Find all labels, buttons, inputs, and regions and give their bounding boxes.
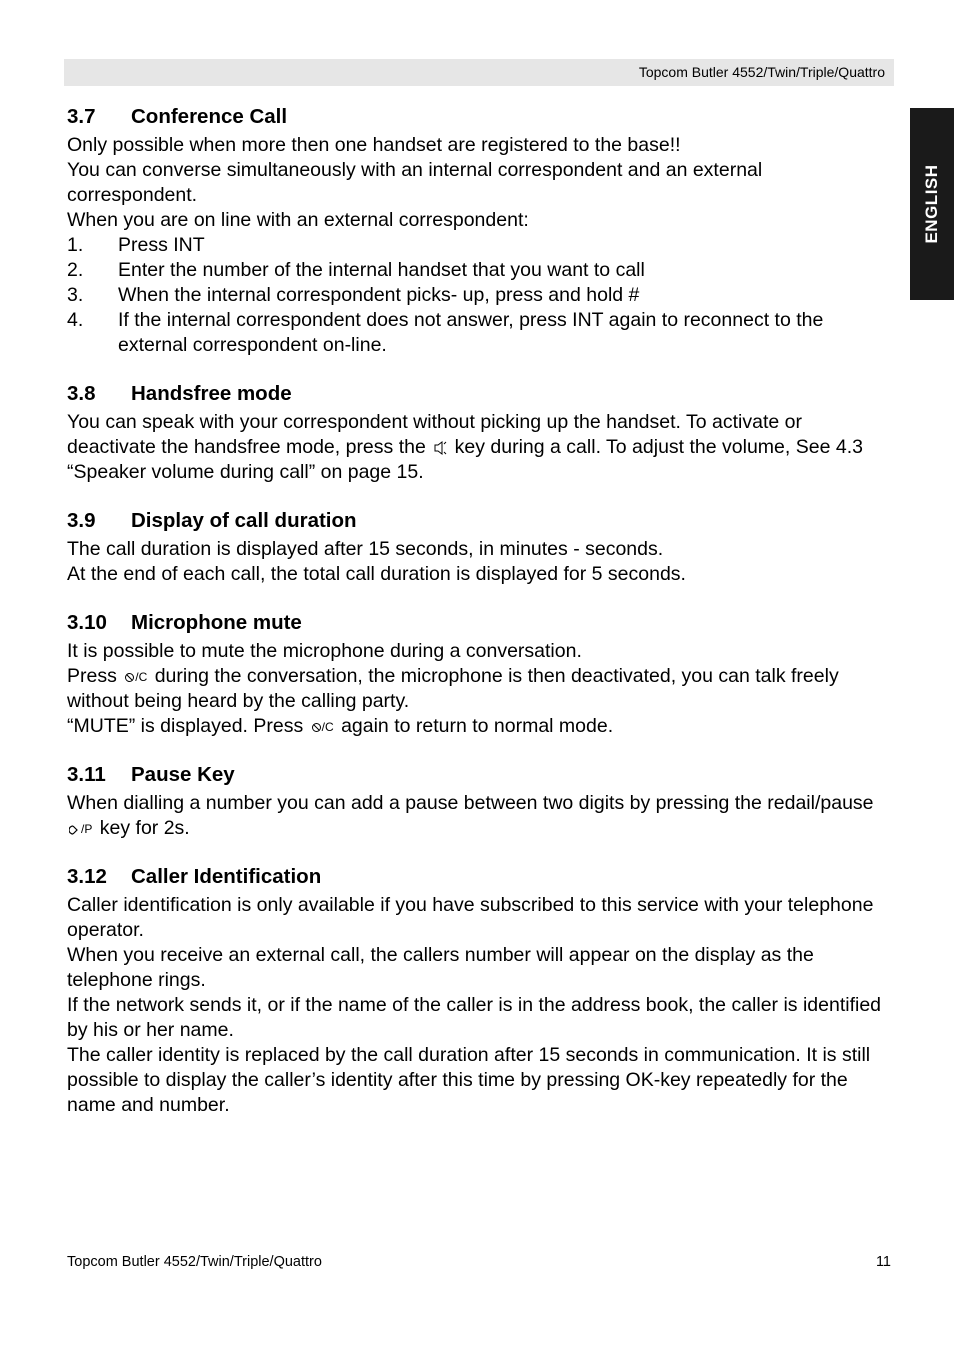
page-number: 11 (875, 1254, 891, 1270)
section-heading (67, 863, 891, 891)
paragraph: Only possible when more then one handset are registered to the base!! (67, 134, 681, 156)
section-number: 3.11 (67, 763, 106, 786)
paragraph: The caller identity is replaced by the call duration after 15 seconds in communication. It is still possible to display the caller’s identity after this time by pressing OK-key repeatedly for the name and number. (67, 1044, 871, 1116)
section-heading (67, 761, 891, 789)
paragraph-text: key for 2s. (99, 817, 190, 839)
step-text: If the internal correspondent does not answer, press INT again to reconnect to the external correspondent on-line. (118, 309, 824, 356)
section-number: 3.12 (67, 865, 107, 888)
step-text: Press INT (118, 234, 205, 256)
paragraph: When you receive an external call, the callers number will appear on the display as the telephone rings. (67, 944, 814, 991)
paragraph-text: Press (67, 665, 117, 687)
paragraph: Caller identification is only available if you have subscribed to this service with your telephone operator. (67, 894, 874, 941)
paragraph: If the network sends it, or if the name of the caller is in the address book, the caller is identified by his or her name. (67, 994, 882, 1041)
section-number: 3.8 (67, 382, 96, 405)
steps-list (67, 233, 891, 358)
header-title: Topcom Butler 4552/Twin/Triple/Quattro (638, 64, 885, 80)
paragraph-text: You can speak with your correspondent without picking up the handset. To activate or deactivate the handsfree mode, press the (67, 411, 802, 458)
list-item (67, 308, 891, 358)
list-item (67, 283, 891, 308)
paragraph (67, 410, 891, 485)
mute-key-label: /C (135, 669, 148, 684)
step-number: 2. (67, 259, 84, 281)
section-conference-call (67, 103, 891, 358)
section-heading (67, 609, 891, 637)
paragraph (67, 791, 891, 841)
section-title: Handsfree mode (131, 382, 292, 405)
step-text: Enter the number of the internal handset that you want to call (118, 259, 645, 281)
section-title: Display of call duration (131, 509, 357, 532)
pause-key-label: /P (81, 821, 93, 836)
section-number: 3.10 (67, 611, 107, 634)
paragraph (67, 714, 891, 739)
paragraph-text: “MUTE” is displayed. Press (67, 715, 304, 737)
section-title: Pause Key (131, 763, 235, 786)
redial-pause-icon (69, 823, 92, 835)
section-handsfree-mode (67, 380, 891, 485)
paragraph-text: key during a call. To adjust the volume, See 4.3 “Speaker volume during call” on page 15. (67, 436, 863, 483)
step-number: 1. (67, 234, 84, 256)
section-heading (67, 380, 891, 408)
section-microphone-mute (67, 609, 891, 739)
paragraph: At the end of each call, the total call duration is displayed for 5 seconds. (67, 563, 686, 585)
step-text: When the internal correspondent picks- up, press and hold # (118, 284, 640, 306)
paragraph-text: When dialling a number you can add a pause between two digits by pressing the redail/pause (67, 792, 874, 814)
language-tab-label: ENGLISH (922, 164, 941, 244)
list-item (67, 258, 891, 283)
paragraph-text: again to return to normal mode. (341, 715, 614, 737)
speaker-icon (433, 440, 447, 456)
section-pause-key (67, 761, 891, 841)
step-number: 4. (67, 309, 84, 331)
mute-icon (124, 671, 147, 683)
section-title: Caller Identification (131, 865, 322, 888)
paragraph (67, 664, 891, 714)
paragraph: When you are on line with an external correspondent: (67, 209, 529, 231)
step-number: 3. (67, 284, 84, 306)
section-title: Microphone mute (131, 611, 302, 634)
mute-key-label: /C (321, 719, 334, 734)
section-heading (67, 103, 891, 131)
page-content (67, 103, 891, 1140)
paragraph: The call duration is displayed after 15 seconds, in minutes - seconds. (67, 538, 664, 560)
language-tab (910, 108, 954, 300)
paragraph: It is possible to mute the microphone during a conversation. (67, 640, 582, 662)
paragraph: You can converse simultaneously with an internal correspondent and an external correspondent. (67, 159, 763, 206)
page-header (64, 59, 894, 86)
paragraph-text: during the conversation, the microphone is then deactivated, you can talk freely without being heard by the calling party. (67, 665, 839, 712)
section-caller-identification (67, 863, 891, 1118)
section-number: 3.7 (67, 105, 96, 128)
section-heading (67, 507, 891, 535)
footer-title: Topcom Butler 4552/Twin/Triple/Quattro (67, 1254, 322, 1270)
section-call-duration (67, 507, 891, 587)
mute-icon (311, 721, 334, 733)
section-title: Conference Call (131, 105, 288, 128)
list-item (67, 233, 891, 258)
section-number: 3.9 (67, 509, 96, 532)
